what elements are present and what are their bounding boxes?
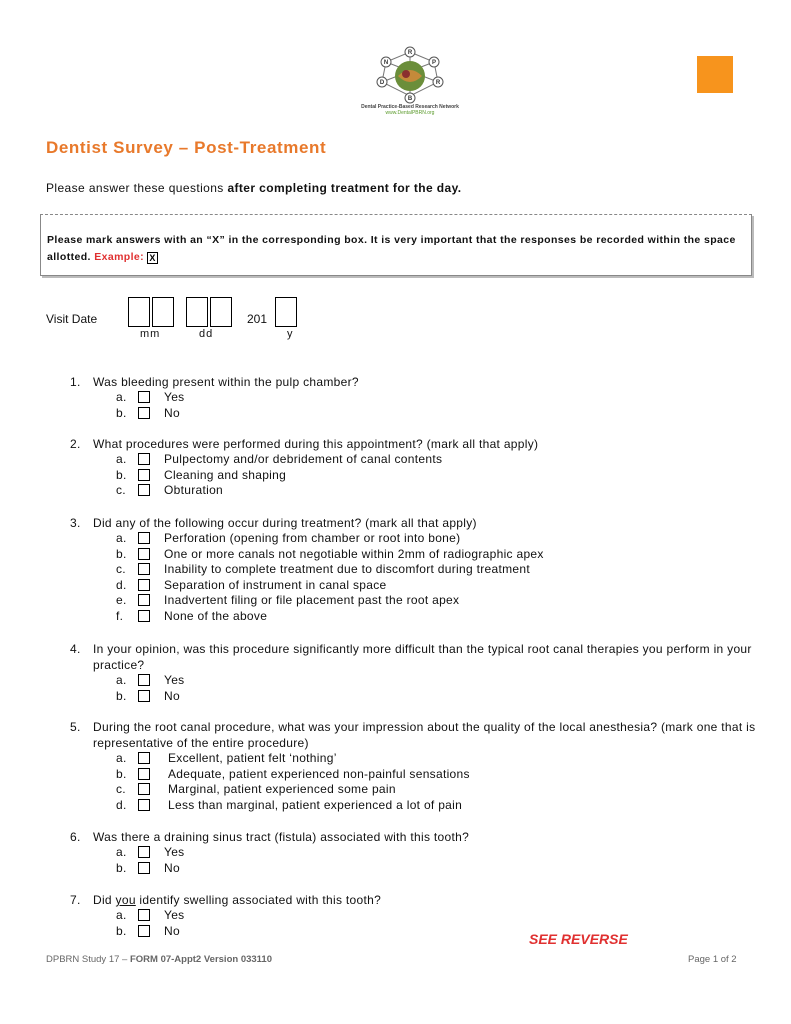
logo-letter: D [379, 80, 385, 86]
option-row[interactable] [116, 578, 760, 594]
question-number: 2. [70, 437, 81, 451]
option-row[interactable] [116, 468, 760, 484]
option-checkbox[interactable] [138, 909, 150, 921]
option-label: No [164, 688, 180, 703]
option-letter: b. [116, 766, 127, 781]
question-6 [70, 829, 760, 876]
option-checkbox[interactable] [138, 532, 150, 544]
option-row[interactable] [116, 593, 760, 609]
question-number: 1. [70, 375, 81, 389]
option-checkbox[interactable] [138, 579, 150, 591]
question-number: 3. [70, 516, 81, 530]
option-row[interactable] [116, 673, 760, 689]
option-label: Obturation [164, 483, 224, 498]
option-letter: b. [116, 546, 127, 561]
see-reverse-note: SEE REVERSE [529, 931, 628, 947]
option-letter: c. [116, 483, 126, 498]
option-checkbox[interactable] [138, 846, 150, 858]
question-text: In your opinion, was this procedure significantly more difficult than the typical root canal therapies you perform in your practice? [93, 642, 752, 672]
option-row[interactable] [116, 452, 760, 468]
option-label: Less than marginal, patient experienced a lot of pain [168, 797, 463, 812]
intro-text [46, 181, 462, 195]
option-checkbox[interactable] [138, 925, 150, 937]
visit-date-label: Visit Date [46, 312, 98, 326]
day-label: dd [199, 328, 214, 340]
footer-form: FORM 07-Appt2 Version 033110 [129, 954, 272, 965]
option-checkbox[interactable] [138, 484, 150, 496]
question-number: 4. [70, 642, 81, 656]
question-3 [70, 515, 760, 625]
option-row[interactable] [116, 547, 760, 563]
visit-month-digit-1[interactable] [128, 297, 150, 327]
logo-letter: R [435, 80, 441, 86]
logo-url: www.DentalPBRN.org [385, 110, 435, 116]
logo-letter: P [431, 60, 437, 66]
option-row[interactable] [116, 406, 760, 422]
visit-month-digit-2[interactable] [152, 297, 174, 327]
option-letter: b. [116, 405, 127, 420]
footer-study: DPBRN Study 17 – [46, 954, 130, 965]
visit-day-digit-2[interactable] [210, 297, 232, 327]
option-checkbox[interactable] [138, 594, 150, 606]
question-7 [70, 892, 760, 939]
option-letter: d. [116, 577, 127, 592]
option-row[interactable] [116, 390, 760, 406]
option-letter: b. [116, 688, 127, 703]
option-label: Yes [164, 390, 185, 404]
footer-page-number: Page 1 of 2 [688, 954, 737, 965]
option-row[interactable] [116, 908, 760, 924]
year-label: y [287, 328, 294, 340]
option-checkbox[interactable] [138, 799, 150, 811]
question-text-after: identify swelling associated with this tooth? [135, 893, 382, 907]
option-row[interactable] [116, 798, 760, 814]
option-letter: f. [116, 608, 124, 623]
option-label: Inadvertent filing or file placement past the root apex [164, 593, 460, 608]
option-row[interactable] [116, 483, 760, 499]
option-label: Yes [164, 845, 185, 859]
option-label: Excellent, patient felt ‘nothing’ [168, 751, 337, 765]
intro-lead: Please answer these questions [46, 181, 228, 195]
instructions-body: Please mark answers with an “X” in the corresponding box. It is very important that the responses be recorded within the space allotted. [47, 234, 736, 263]
option-row[interactable] [116, 562, 760, 578]
intro-bold: after completing treatment for the day. [227, 181, 462, 195]
option-label: No [164, 923, 180, 938]
month-label: mm [140, 328, 161, 340]
option-row[interactable] [116, 845, 760, 861]
option-label: Adequate, patient experienced non-painful sensations [168, 766, 470, 781]
option-letter: b. [116, 860, 127, 875]
question-5 [70, 719, 760, 813]
option-row[interactable] [116, 924, 760, 940]
option-checkbox[interactable] [138, 453, 150, 465]
option-checkbox[interactable] [138, 752, 150, 764]
option-letter: d. [116, 797, 127, 812]
option-letter: b. [116, 923, 127, 938]
option-checkbox[interactable] [138, 862, 150, 874]
option-label: Pulpectomy and/or debridement of canal contents [164, 452, 443, 466]
option-row[interactable] [116, 751, 760, 767]
question-text [93, 892, 760, 908]
logo-letter: B [407, 96, 413, 102]
example-checkbox: X [147, 252, 158, 264]
option-label: None of the above [164, 608, 268, 623]
option-checkbox[interactable] [138, 783, 150, 795]
logo-letter: R [407, 50, 413, 56]
option-row[interactable] [116, 609, 760, 625]
option-label: Inability to complete treatment due to discomfort during treatment [164, 562, 530, 577]
option-label: One or more canals not negotiable within 2mm of radiographic apex [164, 546, 544, 561]
question-1 [70, 374, 760, 421]
question-number: 6. [70, 830, 81, 844]
option-row[interactable] [116, 782, 760, 798]
option-letter: a. [116, 531, 127, 545]
footer-study-info [46, 954, 272, 965]
option-letter: b. [116, 467, 127, 482]
option-row[interactable] [116, 767, 760, 783]
logo-caption-text: Dental Practice-Based Research Network [361, 104, 459, 110]
page-title: Dentist Survey – Post-Treatment [46, 138, 327, 157]
option-label: Perforation (opening from chamber or root into bone) [164, 531, 461, 545]
option-letter: c. [116, 562, 126, 577]
question-text: Did any of the following occur during treatment? (mark all that apply) [93, 516, 477, 530]
question-text: During the root canal procedure, what was your impression about the quality of the local anesthesia? (mark one that is representative of the entire procedure) [93, 720, 756, 750]
option-label: Yes [164, 908, 185, 922]
option-letter: a. [116, 673, 127, 687]
question-number: 5. [70, 720, 81, 734]
option-checkbox[interactable] [138, 548, 150, 560]
option-checkbox[interactable] [138, 768, 150, 780]
option-letter: c. [116, 782, 126, 797]
option-label: No [164, 405, 180, 420]
question-text: Was bleeding present within the pulp chamber? [93, 375, 359, 389]
option-checkbox[interactable] [138, 469, 150, 481]
question-text-underlined: you [115, 893, 136, 907]
option-row[interactable] [116, 861, 760, 877]
question-text: Was there a draining sinus tract (fistula) associated with this tooth? [93, 830, 470, 844]
option-label: Yes [164, 673, 185, 687]
option-label: Separation of instrument in canal space [164, 577, 387, 592]
option-checkbox[interactable] [138, 391, 150, 403]
instructions-text [47, 232, 747, 266]
question-text: What procedures were performed during this appointment? (mark all that apply) [93, 437, 539, 451]
option-label: No [164, 860, 180, 875]
visit-day-digit-1[interactable] [186, 297, 208, 327]
option-letter: a. [116, 751, 127, 765]
option-letter: e. [116, 593, 127, 608]
option-row[interactable] [116, 531, 760, 547]
option-letter: a. [116, 452, 127, 466]
option-checkbox[interactable] [138, 407, 150, 419]
logo-letter: N [383, 60, 389, 66]
question-2 [70, 436, 760, 499]
option-row[interactable] [116, 689, 760, 705]
logo-caption [350, 104, 470, 116]
option-letter: a. [116, 908, 127, 922]
visit-year-prefix: 201 [247, 312, 268, 326]
example-label: Example: [94, 251, 145, 263]
option-checkbox[interactable] [138, 690, 150, 702]
option-letter: a. [116, 390, 127, 404]
option-checkbox[interactable] [138, 674, 150, 686]
question-4 [70, 641, 760, 704]
option-label: Cleaning and shaping [164, 467, 287, 482]
option-checkbox[interactable] [138, 563, 150, 575]
option-letter: a. [116, 845, 127, 859]
option-label: Marginal, patient experienced some pain [168, 782, 396, 797]
option-checkbox[interactable] [138, 610, 150, 622]
instructions-box [40, 214, 752, 276]
question-number: 7. [70, 893, 81, 907]
orange-marker-square [697, 56, 733, 93]
visit-year-digit[interactable] [275, 297, 297, 327]
question-text-before: Did [93, 893, 116, 907]
